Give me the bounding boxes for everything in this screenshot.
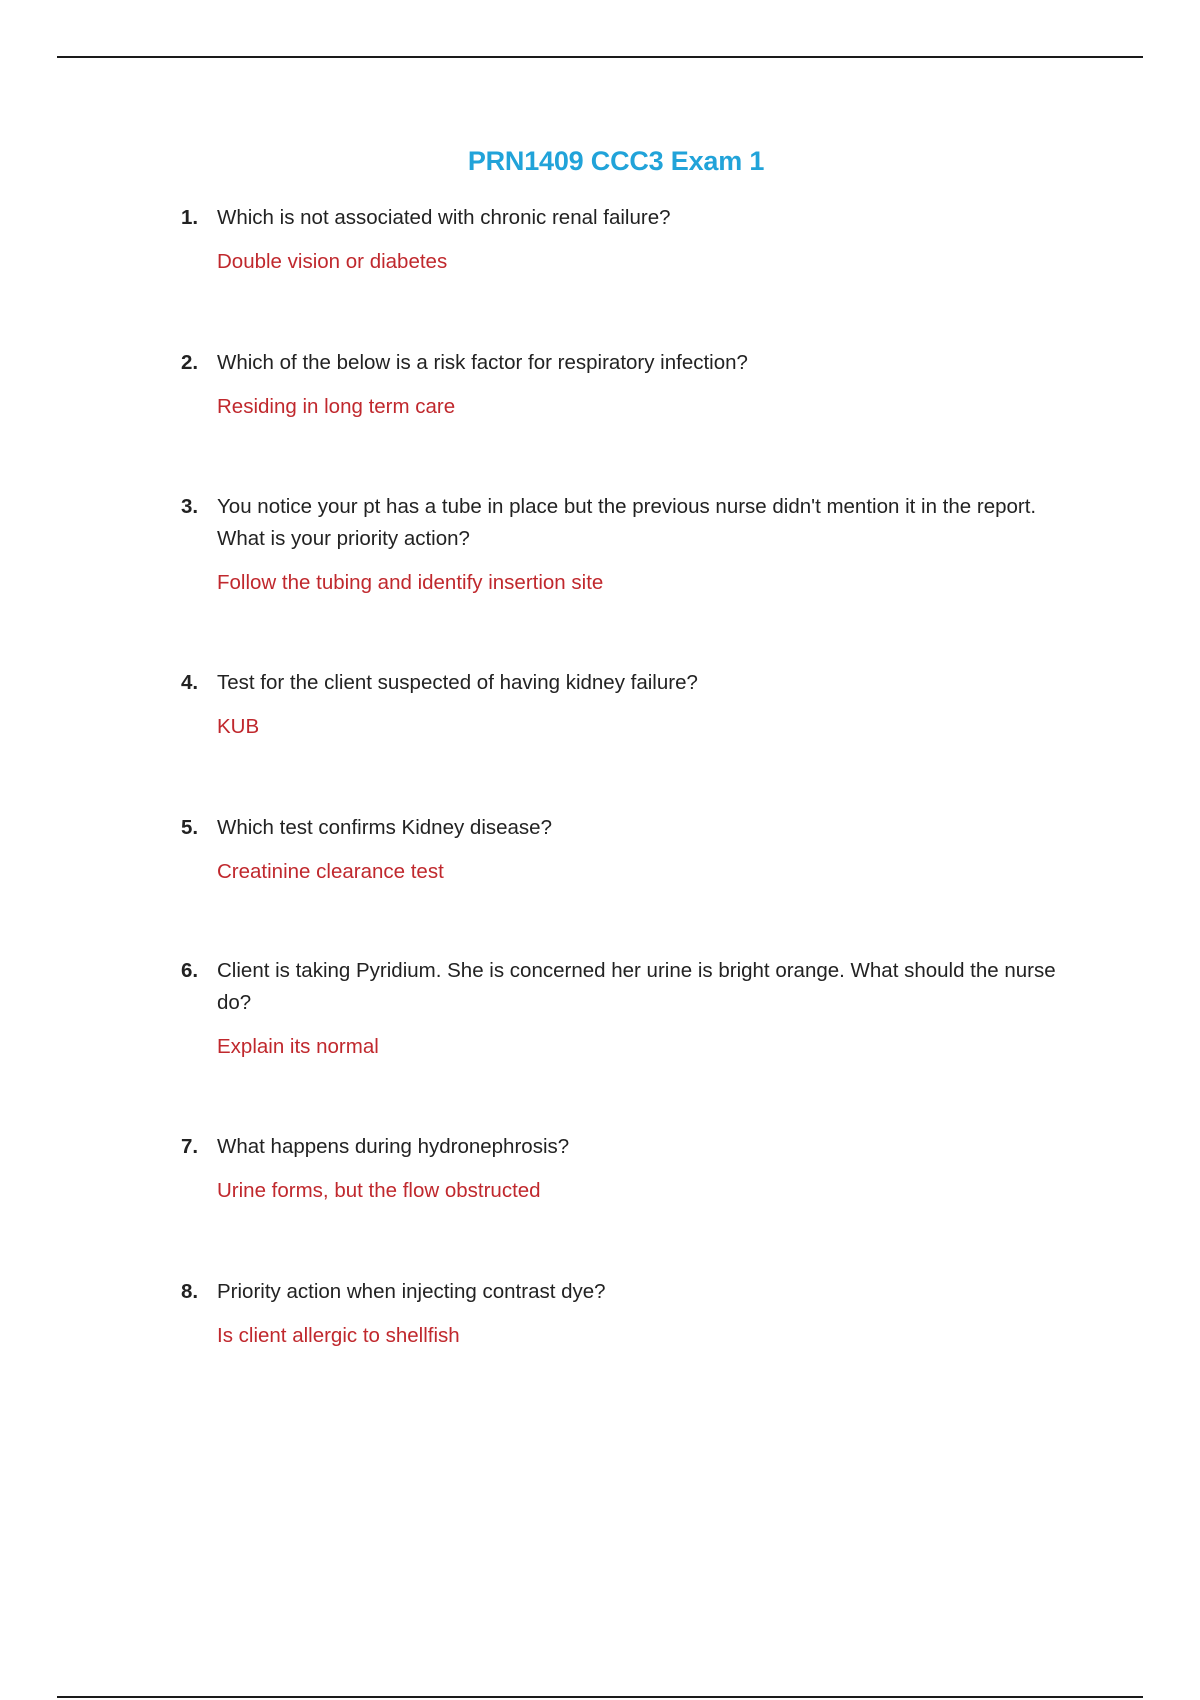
question-number: 4. [181, 671, 199, 694]
question-text: Priority action when injecting contrast dye? [217, 1280, 606, 1303]
question-number: 6. [181, 959, 199, 982]
question-text: What happens during hydronephrosis? [217, 1135, 570, 1158]
question-text: Which test confirms Kidney disease? [217, 816, 552, 839]
question-number: 3. [181, 495, 199, 518]
list-item [181, 1276, 1081, 1350]
question-number: 7. [181, 1135, 199, 1158]
list-item [181, 667, 1081, 741]
list-item [181, 955, 1081, 1061]
list-item [181, 347, 1081, 421]
question-number: 8. [181, 1280, 199, 1303]
answer-text: Urine forms, but the flow obstructed [217, 1179, 541, 1202]
header-rule [57, 56, 1143, 58]
list-item [181, 491, 1081, 597]
question-text: Which of the below is a risk factor for respiratory infection? [217, 351, 748, 374]
answer-text: Follow the tubing and identify insertion site [217, 571, 604, 594]
question-text: Client is taking Pyridium. She is concerned her urine is bright orange. What should the nurse do? [217, 959, 1056, 1014]
answer-text: Creatinine clearance test [217, 860, 444, 883]
answer-text: KUB [217, 715, 260, 738]
question-text: Test for the client suspected of having kidney failure? [217, 671, 698, 694]
question-number: 1. [181, 206, 199, 229]
list-item [181, 812, 1081, 886]
answer-text: Explain its normal [217, 1035, 379, 1058]
list-item [181, 1131, 1081, 1205]
list-item [181, 202, 1081, 276]
question-number: 5. [181, 816, 199, 839]
answer-text: Double vision or diabetes [217, 250, 448, 273]
footer-rule [57, 1696, 1143, 1698]
question-number: 2. [181, 351, 199, 374]
question-text: Which is not associated with chronic renal failure? [217, 206, 671, 229]
answer-text: Is client allergic to shellfish [217, 1324, 460, 1347]
page-title: PRN1409 CCC3 Exam 1 [467, 146, 765, 176]
answer-text: Residing in long term care [217, 395, 456, 418]
question-text: You notice your pt has a tube in place but the previous nurse didn't mention it in the report. What is your priority action? [217, 495, 1037, 550]
